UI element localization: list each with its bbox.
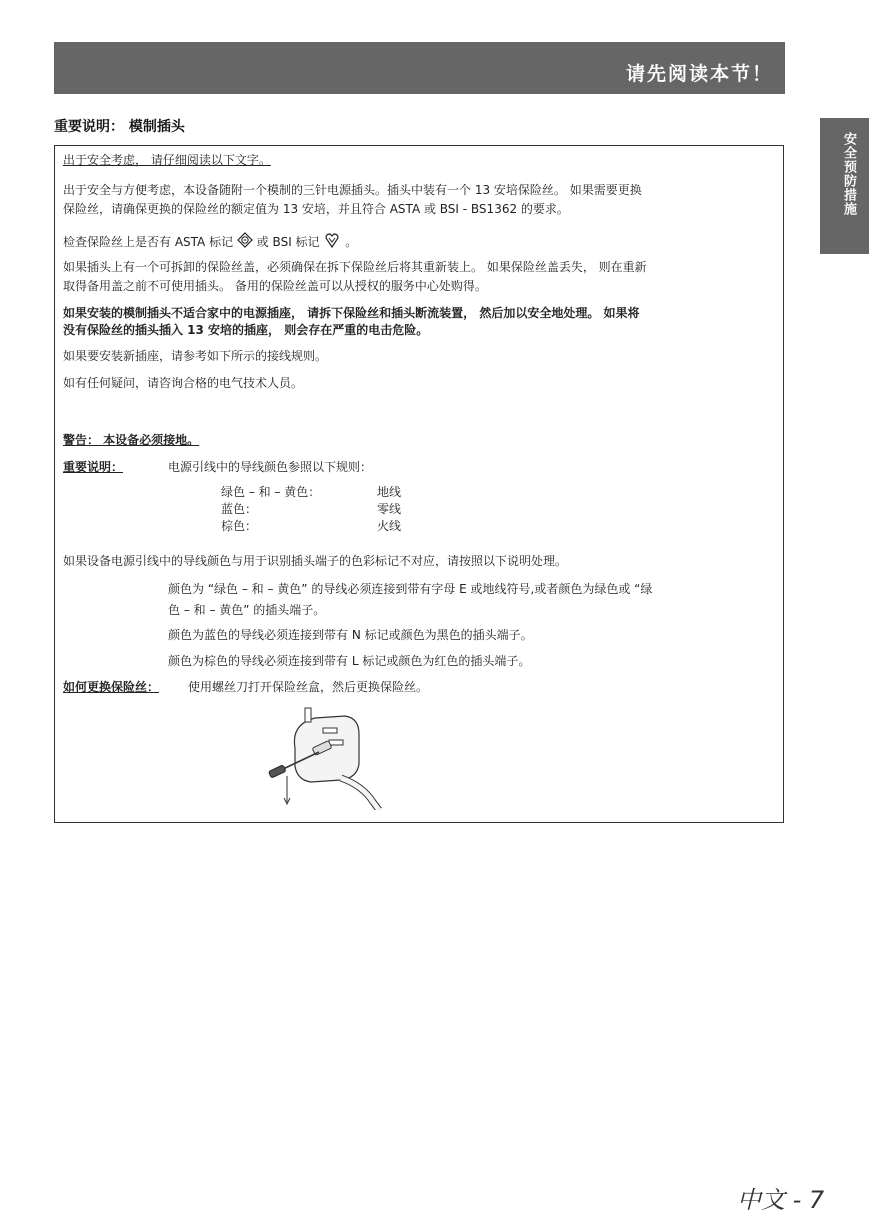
plug-info-box	[54, 145, 784, 823]
para2	[63, 231, 357, 254]
side-tab-label: 安全预防措施	[841, 132, 856, 216]
warning-bold-line1: 如果安装的模制插头不适合家中的电源插座， 请拆下保险丝和插头断流装置， 然后加以安全地处理。 如果将	[63, 306, 640, 320]
para3-line1: 如果插头上有一个可拆卸的保险丝盖，必须确保在拆下保险丝后将其重新装上。 如果保险丝盖丢失， 则在重新	[63, 260, 647, 274]
fuse-label: 如何更换保险丝：	[63, 680, 160, 694]
bsi-kitemark-icon	[323, 231, 341, 254]
earth-warning: 警告： 本设备必须接地。	[63, 433, 200, 447]
plug-fuse-illustration	[267, 706, 397, 810]
header-bar	[54, 42, 785, 94]
para1-line2: 保险丝，请确保更换的保险丝的额定值为 13 安培，并且符合 ASTA 或 BSI - BS1362 的要求。	[63, 202, 569, 216]
asta-mark-icon	[237, 232, 253, 253]
rule3: 颜色为棕色的导线必须连接到带有 L 标记或颜色为红色的插头端子。	[168, 654, 531, 668]
para2-text-a: 检查保险丝上是否有 ASTA 标记	[63, 235, 234, 249]
wiring-color-blue: 蓝色：	[221, 502, 258, 516]
page-number: 中文 - 7	[737, 1186, 825, 1214]
header-title: 请先阅读本节！	[625, 63, 773, 85]
rule1-line2: 色 – 和 – 黄色” 的插头端子。	[168, 603, 326, 617]
safety-intro: 出于安全考虑， 请仔细阅读以下文字。	[63, 153, 271, 167]
para2-text-c: 。	[345, 235, 358, 249]
rule2: 颜色为蓝色的导线必须连接到带有 N 标记或颜色为黑色的插头端子。	[168, 628, 533, 642]
rule1-line1: 颜色为 “绿色 – 和 – 黄色” 的导线必须连接到带有字母 E 或地线符号,或者颜色为绿色或 “绿	[168, 582, 653, 596]
para3-line2: 取得备用盖之前不可使用插头。 备用的保险丝盖可以从授权的服务中心处购得。	[63, 279, 487, 293]
important-label: 重要说明：	[63, 460, 124, 474]
wiring-role-neutral: 零线	[377, 502, 402, 516]
mismatch-text: 如果设备电源引线中的导线颜色与用于识别插头端子的色彩标记不对应，请按照以下说明处理。	[63, 554, 568, 568]
important-text: 电源引线中的导线颜色参照以下规则：	[168, 460, 373, 474]
wiring-color-brown: 棕色：	[221, 519, 258, 533]
para5: 如有任何疑问，请咨询合格的电气技术人员。	[63, 376, 304, 390]
warning-bold-line2: 没有保险丝的插头插入 13 安培的插座， 则会存在严重的电击危险。	[63, 323, 429, 337]
para4: 如果要安装新插座，请参考如下所示的接线规则。	[63, 349, 328, 363]
side-tab	[820, 118, 869, 254]
wiring-role-live: 火线	[377, 519, 402, 533]
wiring-role-earth: 地线	[377, 485, 402, 499]
section-heading: 重要说明： 模制插头	[54, 119, 185, 135]
para2-text-b: 或 BSI 标记	[256, 235, 320, 249]
wiring-color-green-yellow: 绿色 – 和 – 黄色：	[221, 485, 321, 499]
para1-line1: 出于安全与方便考虑，本设备随附一个模制的三针电源插头。插头中装有一个 13 安培保险丝。 如果需要更换	[63, 183, 642, 197]
fuse-text: 使用螺丝刀打开保险丝盒，然后更换保险丝。	[188, 680, 429, 694]
